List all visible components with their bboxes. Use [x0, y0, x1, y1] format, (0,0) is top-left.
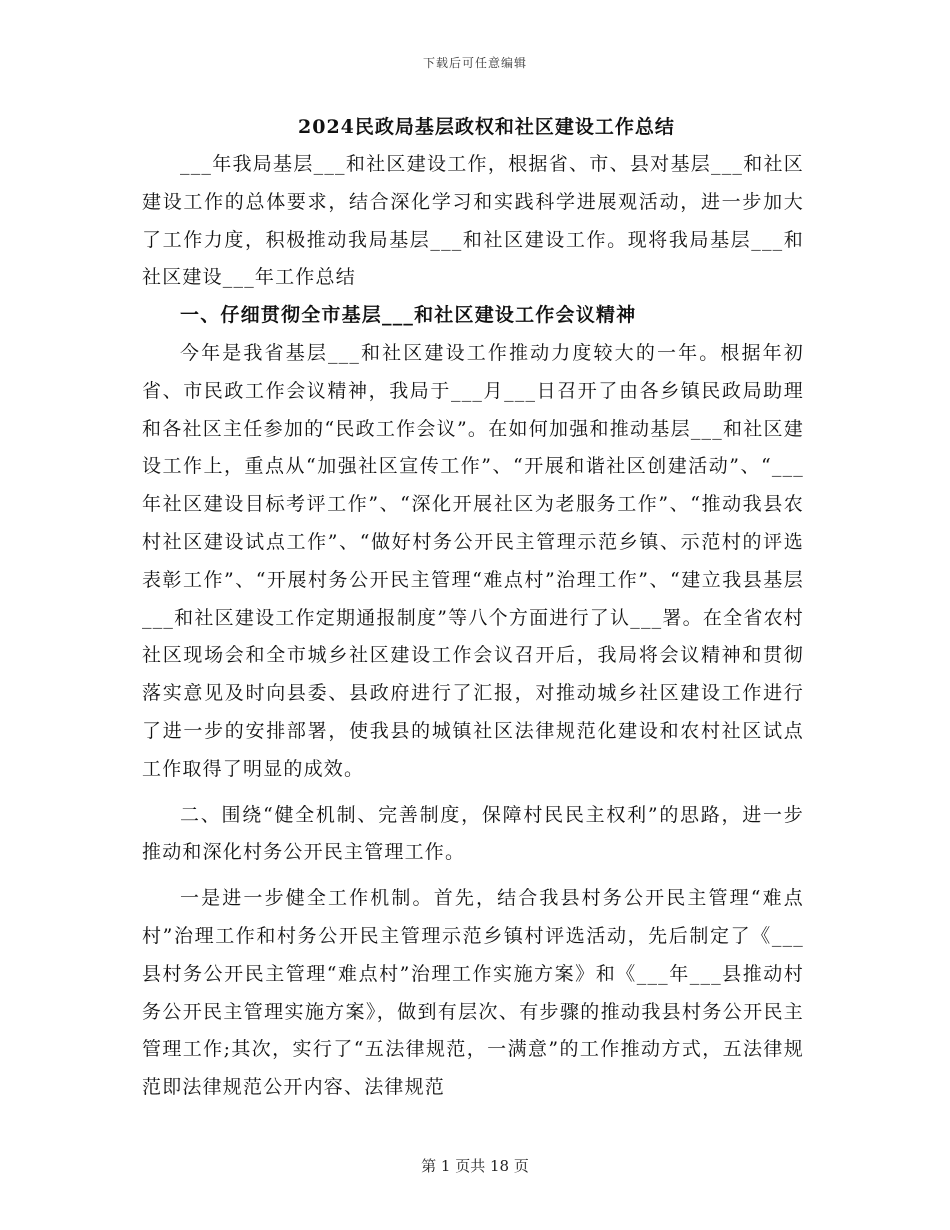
section-1-heading: 一、仔细贯彻全市基层___和社区建设工作会议精神 — [180, 304, 637, 327]
header-note: 下载后可任意编辑 — [422, 56, 527, 70]
section-1-paragraph: 今年是我省基层___和社区建设工作推动力度较大的一年。根据年初省、市民政工作会议精神，我局于___月___日召开了由各乡镇民政局助理和各社区主任参加的“民政工作会议”。在如何加强和推动基层___和社区建设工作上，重点从“加强社区宣传工作”、“开展和谐社区创建活动”、“___年社区建设目标考评工作”、“深化开展社区为老服务工作”、“推动我县农村社区建设试点工作”、“做好村务公开民主管理示范乡镇、示范村的评选表彰工作”、“开展村务公开民主管理“难点村”治理工作”、“建立我县基层___和社区建设工作定期通报制度”等八个方面进行了认___署。在全省农村社区现场会和全市城乡社区建设工作会议召开后，我局将会议精神和贯彻落实意见及时向县委、县政府进行了汇报，对推动城乡社区建设工作进行了进一步的安排部署，使我县的城镇社区法律规范化建设和农村社区试点工作取得了明显的成效。 — [142, 341, 804, 780]
section-2-heading: 二、围绕“健全机制、完善制度，保障村民民主权利”的思路，进一步推动和深化村务公开民主管理工作。 — [142, 803, 804, 864]
section-2-paragraph: 一是进一步健全工作机制。首先，结合我县村务公开民主管理“难点村”治理工作和村务公开民主管理示范乡镇村评选活动，先后制定了《___县村务公开民主管理“难点村”治理工作实施方案》和《___年___县推动村务公开民主管理实施方案》，做到有层次、有步骤的推动我县村务公开民主管理工作;其次，实行了“五法律规范，一满意”的工作推动方式，五法律规范即法律规范公开内容、法律规范 — [142, 887, 804, 1099]
page-number: 第 1 页共 18 页 — [421, 1157, 529, 1175]
intro-paragraph: ___年我局基层___和社区建设工作，根据省、市、县对基层___和社区建设工作的总体要求，结合深化学习和实践科学进展观活动，进一步加大了工作力度，积极推动我局基层___和社区建设工作。现将我局基层___和社区建设___年工作总结 — [142, 153, 804, 289]
document-body — [142, 112, 804, 1107]
document-title: 2024民政局基层政权和社区建设工作总结 — [298, 116, 675, 138]
